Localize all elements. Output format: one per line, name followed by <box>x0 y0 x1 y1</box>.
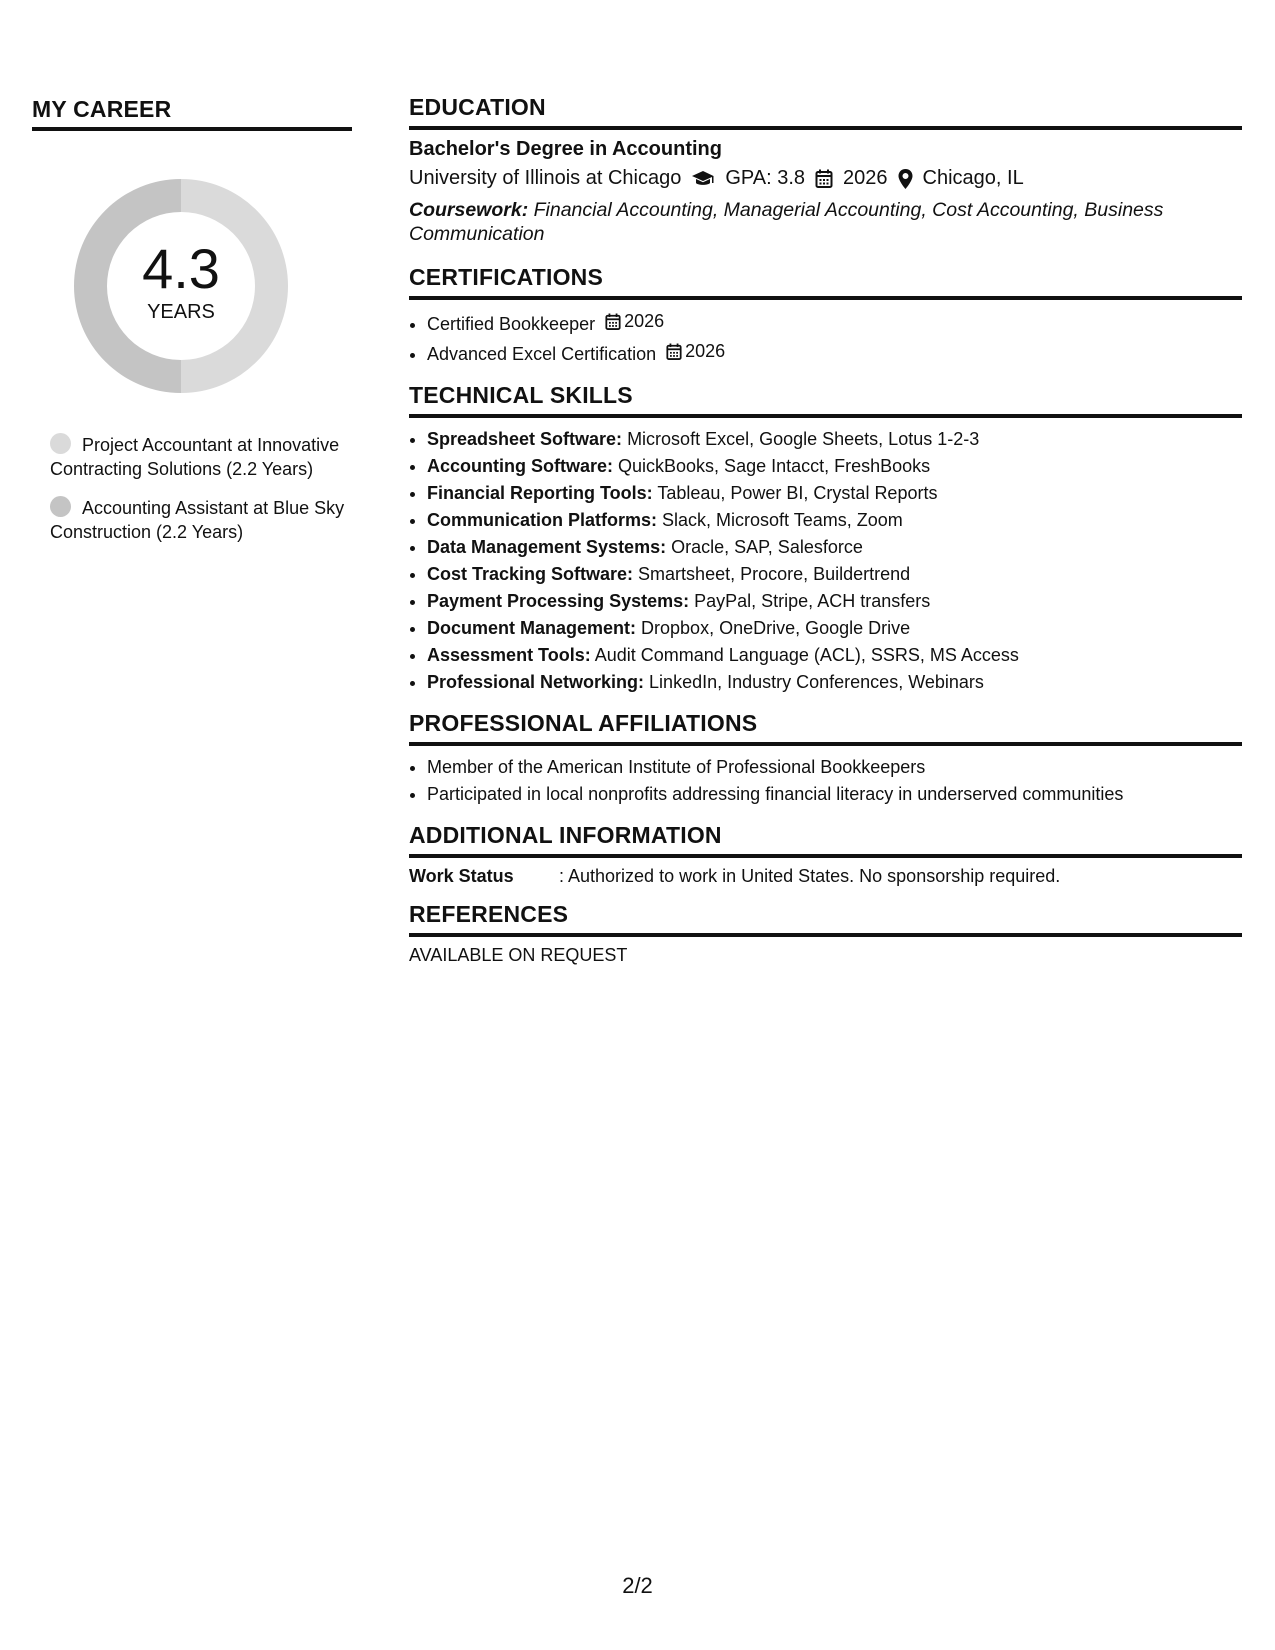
list-item <box>427 534 1242 561</box>
legend-dot-icon <box>50 433 71 454</box>
list-item <box>427 426 1242 453</box>
affiliations-heading: PROFESSIONAL AFFILIATIONS <box>409 710 1242 746</box>
skills-section <box>409 382 1242 696</box>
references-heading: REFERENCES <box>409 901 1242 937</box>
school-name: University of Illinois at Chicago <box>409 167 682 189</box>
list-item: • Participated in local nonprofits addressing financial literacy in underserved communities <box>427 781 1242 808</box>
list-item <box>427 588 1242 615</box>
additional-section <box>409 822 1242 887</box>
skill-values: LinkedIn, Industry Conferences, Webinars <box>644 672 984 692</box>
list-item <box>427 561 1242 588</box>
list-item <box>427 642 1242 669</box>
certifications-list <box>409 308 1242 368</box>
main-content <box>409 94 1242 980</box>
donut-center <box>66 171 296 401</box>
certifications-section <box>409 264 1242 368</box>
list-item <box>427 669 1242 696</box>
skill-values: Dropbox, OneDrive, Google Drive <box>636 618 911 638</box>
legend-dot-icon <box>50 496 71 517</box>
career-legend <box>32 433 350 544</box>
skill-values: Oracle, SAP, Salesforce <box>666 537 863 557</box>
career-total-unit: YEARS <box>147 300 215 323</box>
list-item <box>427 338 1242 368</box>
skill-category: Communication Platforms: <box>427 510 658 530</box>
work-status-value: : Authorized to work in United States. No sponsorship required. <box>559 866 1061 886</box>
school-location: Chicago, IL <box>922 167 1024 189</box>
skill-category: Spreadsheet Software: <box>427 429 623 449</box>
affiliations-list <box>409 754 1242 808</box>
graduation-cap-icon <box>691 170 715 188</box>
legend-label: Accounting Assistant at Blue Sky Construction (2.2 Years) <box>50 498 345 542</box>
calendar-icon <box>666 343 682 360</box>
calendar-icon <box>815 169 833 188</box>
graduation-year: 2026 <box>843 167 888 189</box>
skill-values: Microsoft Excel, Google Sheets, Lotus 1-2-3 <box>622 429 980 449</box>
skill-category: Professional Networking: <box>427 672 645 692</box>
work-status-label: Work Status <box>409 866 514 886</box>
skill-category: Cost Tracking Software: <box>427 564 634 584</box>
skills-list <box>409 426 1242 696</box>
career-heading: MY CAREER <box>32 96 352 131</box>
education-meta <box>409 167 1242 190</box>
affiliations-section <box>409 710 1242 808</box>
work-status-row <box>409 866 1242 887</box>
skill-values: Audit Command Language (ACL), SSRS, MS Access <box>590 645 1019 665</box>
additional-heading: ADDITIONAL INFORMATION <box>409 822 1242 858</box>
references-section <box>409 901 1242 966</box>
skill-category: Financial Reporting Tools: <box>427 483 653 503</box>
list-item <box>427 308 1242 338</box>
education-section <box>409 94 1242 246</box>
skill-category: Document Management: <box>427 618 637 638</box>
legend-item <box>50 433 350 481</box>
list-item: • Member of the American Institute of Professional Bookkeepers <box>427 754 1242 781</box>
coursework <box>409 198 1242 246</box>
page-number: 2/2 <box>622 1573 653 1598</box>
skill-category: Payment Processing Systems: <box>427 591 690 611</box>
list-item <box>427 453 1242 480</box>
certification-year: 2026 <box>685 341 726 361</box>
calendar-icon <box>605 313 621 330</box>
education-heading: EDUCATION <box>409 94 1242 130</box>
coursework-label: Coursework: <box>409 199 529 221</box>
certification-name: Advanced Excel Certification <box>427 344 657 364</box>
list-item <box>427 507 1242 534</box>
career-total-years: 4.3 <box>142 236 220 300</box>
coursework-list: Financial Accounting, Managerial Accounting, Cost Accounting, Business Communication <box>409 199 1164 245</box>
skills-heading: TECHNICAL SKILLS <box>409 382 1242 418</box>
certification-name: Certified Bookkeeper <box>427 314 596 334</box>
skill-values: Slack, Microsoft Teams, Zoom <box>657 510 903 530</box>
skill-values: PayPal, Stripe, ACH transfers <box>689 591 931 611</box>
list-item <box>427 615 1242 642</box>
skill-values: Tableau, Power BI, Crystal Reports <box>652 483 938 503</box>
legend-label: Project Accountant at Innovative Contracting Solutions (2.2 Years) <box>50 435 340 479</box>
skill-category: Accounting Software: <box>427 456 614 476</box>
certification-year: 2026 <box>624 311 665 331</box>
list-item <box>427 480 1242 507</box>
skill-category: Data Management Systems: <box>427 537 667 557</box>
career-panel <box>32 96 352 559</box>
certifications-heading: CERTIFICATIONS <box>409 264 1242 300</box>
skill-values: QuickBooks, Sage Intacct, FreshBooks <box>613 456 931 476</box>
degree-title: Bachelor's Degree in Accounting <box>409 138 722 160</box>
references-text: AVAILABLE ON REQUEST <box>409 945 628 965</box>
career-donut-chart <box>66 171 296 401</box>
skill-values: Smartsheet, Procore, Buildertrend <box>633 564 911 584</box>
skill-category: Assessment Tools: <box>427 645 591 665</box>
location-pin-icon <box>898 169 913 189</box>
gpa: GPA: 3.8 <box>725 167 806 189</box>
legend-item <box>50 496 350 544</box>
